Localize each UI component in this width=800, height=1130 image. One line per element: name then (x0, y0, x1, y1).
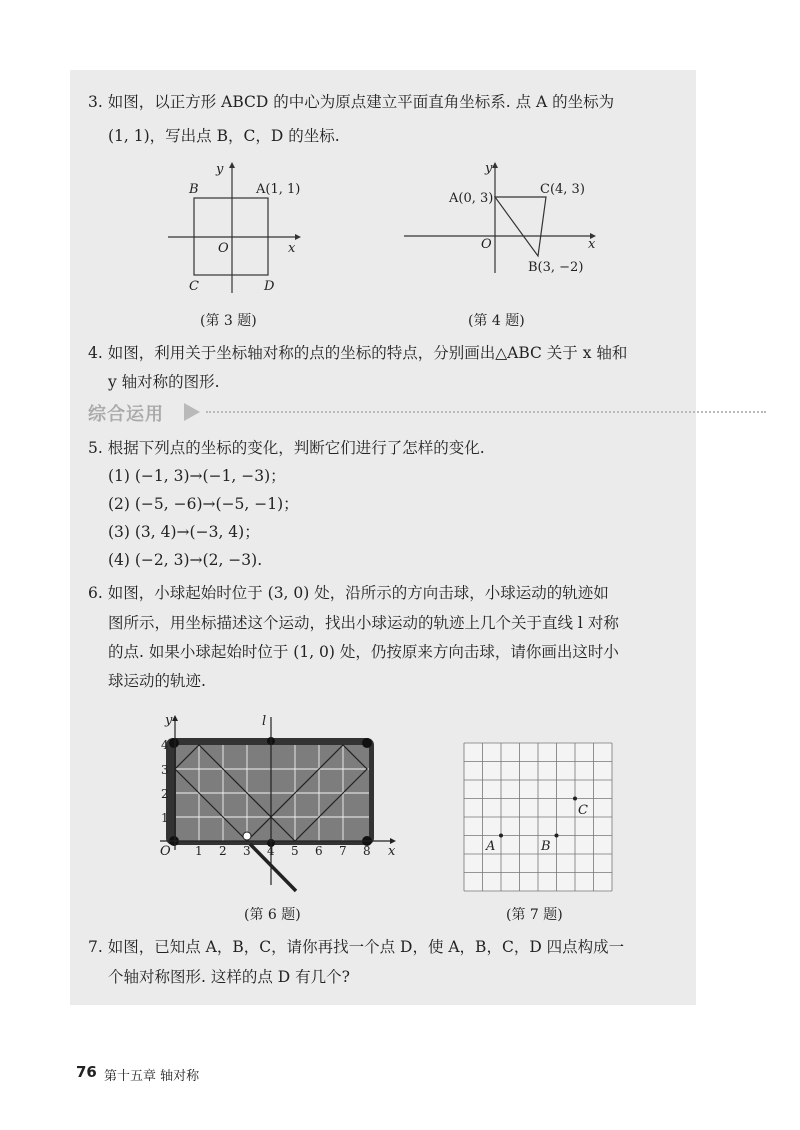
q5-item-4: (4) (−2, 3)→(2, −3). (108, 551, 263, 569)
fig4-y-arrow (492, 162, 498, 168)
fig4-point-c-label: C(4, 3) (540, 182, 585, 197)
fig3-point-a-label: A(1, 1) (256, 182, 301, 197)
fig3-point-c-label: C (189, 279, 199, 294)
fig6-xtick-6: 6 (315, 844, 323, 858)
fig6-xtick-1: 1 (195, 844, 203, 858)
q4-line2: y 轴对称的图形. (108, 373, 220, 391)
fig3-x-arrow (295, 234, 301, 240)
fig7-point-c (573, 797, 577, 801)
q6-line2: 图所示，用坐标描述这个运动，找出小球运动的轨迹上几个关于直线 l 对称 (108, 614, 619, 632)
q5-item-2: (2) (−5, −6)→(−5, −1)； (108, 495, 299, 513)
fig3-point-d-label: D (264, 279, 275, 294)
fig4-triangle-abc (495, 197, 546, 256)
fig4-point-b-label: B(3, −2) (528, 260, 584, 275)
fig7-point-b-label: B (541, 839, 551, 854)
q5-title: 5. 根据下列点的坐标的变化，判断它们进行了怎样的变化. (88, 439, 485, 457)
fig6-origin-label: O (160, 844, 171, 859)
fig4-point-a-label: A(0, 3) (449, 191, 494, 206)
fig6-l-label: l (262, 714, 267, 729)
q3-line2: (1, 1)，写出点 B，C，D 的坐标. (108, 127, 340, 145)
fig3-point-b-label: B (189, 182, 199, 197)
fig7-point-c-label: C (578, 803, 588, 818)
fig6-xtick-7: 7 (339, 844, 347, 858)
section-dotted-rule (206, 411, 766, 413)
chapter-title: 第十五章 轴对称 (104, 1069, 200, 1084)
q3-line1: 3. 如图，以正方形 ABCD 的中心为原点建立平面直角坐标系. 点 A 的坐标为 (88, 93, 615, 111)
fig6-ytick-1: 1 (161, 811, 169, 825)
q5-item-3: (3) (3, 4)→(−3, 4)； (108, 523, 260, 541)
fig4-y-label: y (485, 161, 493, 176)
fig7-point-a-label: A (486, 839, 496, 854)
fig7-caption: (第 7 题) (506, 907, 563, 923)
fig6-xtick-8: 8 (363, 844, 371, 858)
q6-line3: 的点. 如果小球起始时位于 (1, 0) 处，仍按原来方向击球，请你画出这时小 (108, 643, 619, 661)
fig7-point-a (499, 834, 503, 838)
fig6-xtick-3: 3 (243, 844, 251, 858)
figure-4 (400, 158, 610, 278)
fig6-ytick-2: 2 (161, 787, 169, 801)
section-header (88, 400, 678, 424)
fig6-ytick-3: 3 (161, 763, 169, 777)
figure-7 (460, 740, 620, 895)
q7-line1: 7. 如图，已知点 A，B，C，请你再找一个点 D，使 A，B，C，D 四点构成一 (88, 938, 625, 956)
fig4-caption: (第 4 题) (468, 313, 525, 329)
page-number: 76 (76, 1063, 97, 1081)
fig3-y-label: y (216, 162, 224, 177)
fig3-x-label: x (288, 241, 296, 256)
fig4-origin-label: O (481, 237, 492, 252)
fig6-x-label: x (388, 844, 396, 859)
fig6-y-label: y (165, 713, 173, 728)
fig3-origin-label: O (218, 241, 229, 256)
section-title: 综合运用 (88, 404, 164, 425)
fig3-y-arrow (229, 162, 235, 168)
fig6-xtick-4: 4 (267, 844, 275, 858)
fig6-xtick-2: 2 (219, 844, 227, 858)
fig6-ytick-4: 4 (161, 738, 169, 752)
q4-line1: 4. 如图，利用关于坐标轴对称的点的坐标的特点，分别画出△ABC 关于 x 轴和 (88, 344, 628, 362)
q6-line1: 6. 如图，小球起始时位于 (3, 0) 处，沿所示的方向击球，小球运动的轨迹如 (88, 584, 609, 602)
fig6-ball (243, 832, 251, 840)
figure-6 (150, 705, 410, 895)
figure-3 (160, 158, 310, 298)
section-arrow-icon (184, 403, 200, 421)
q5-item-1: (1) (−1, 3)→(−1, −3)； (108, 467, 286, 485)
fig6-y-arrow (172, 715, 178, 721)
fig4-x-label: x (588, 237, 596, 252)
q6-line4: 球运动的轨迹. (108, 672, 206, 690)
q7-line2: 个轴对称图形. 这样的点 D 有几个? (108, 968, 350, 986)
fig7-point-b (555, 834, 559, 838)
fig6-xtick-5: 5 (291, 844, 299, 858)
fig6-caption: (第 6 题) (244, 907, 301, 923)
fig3-caption: (第 3 题) (200, 313, 257, 329)
